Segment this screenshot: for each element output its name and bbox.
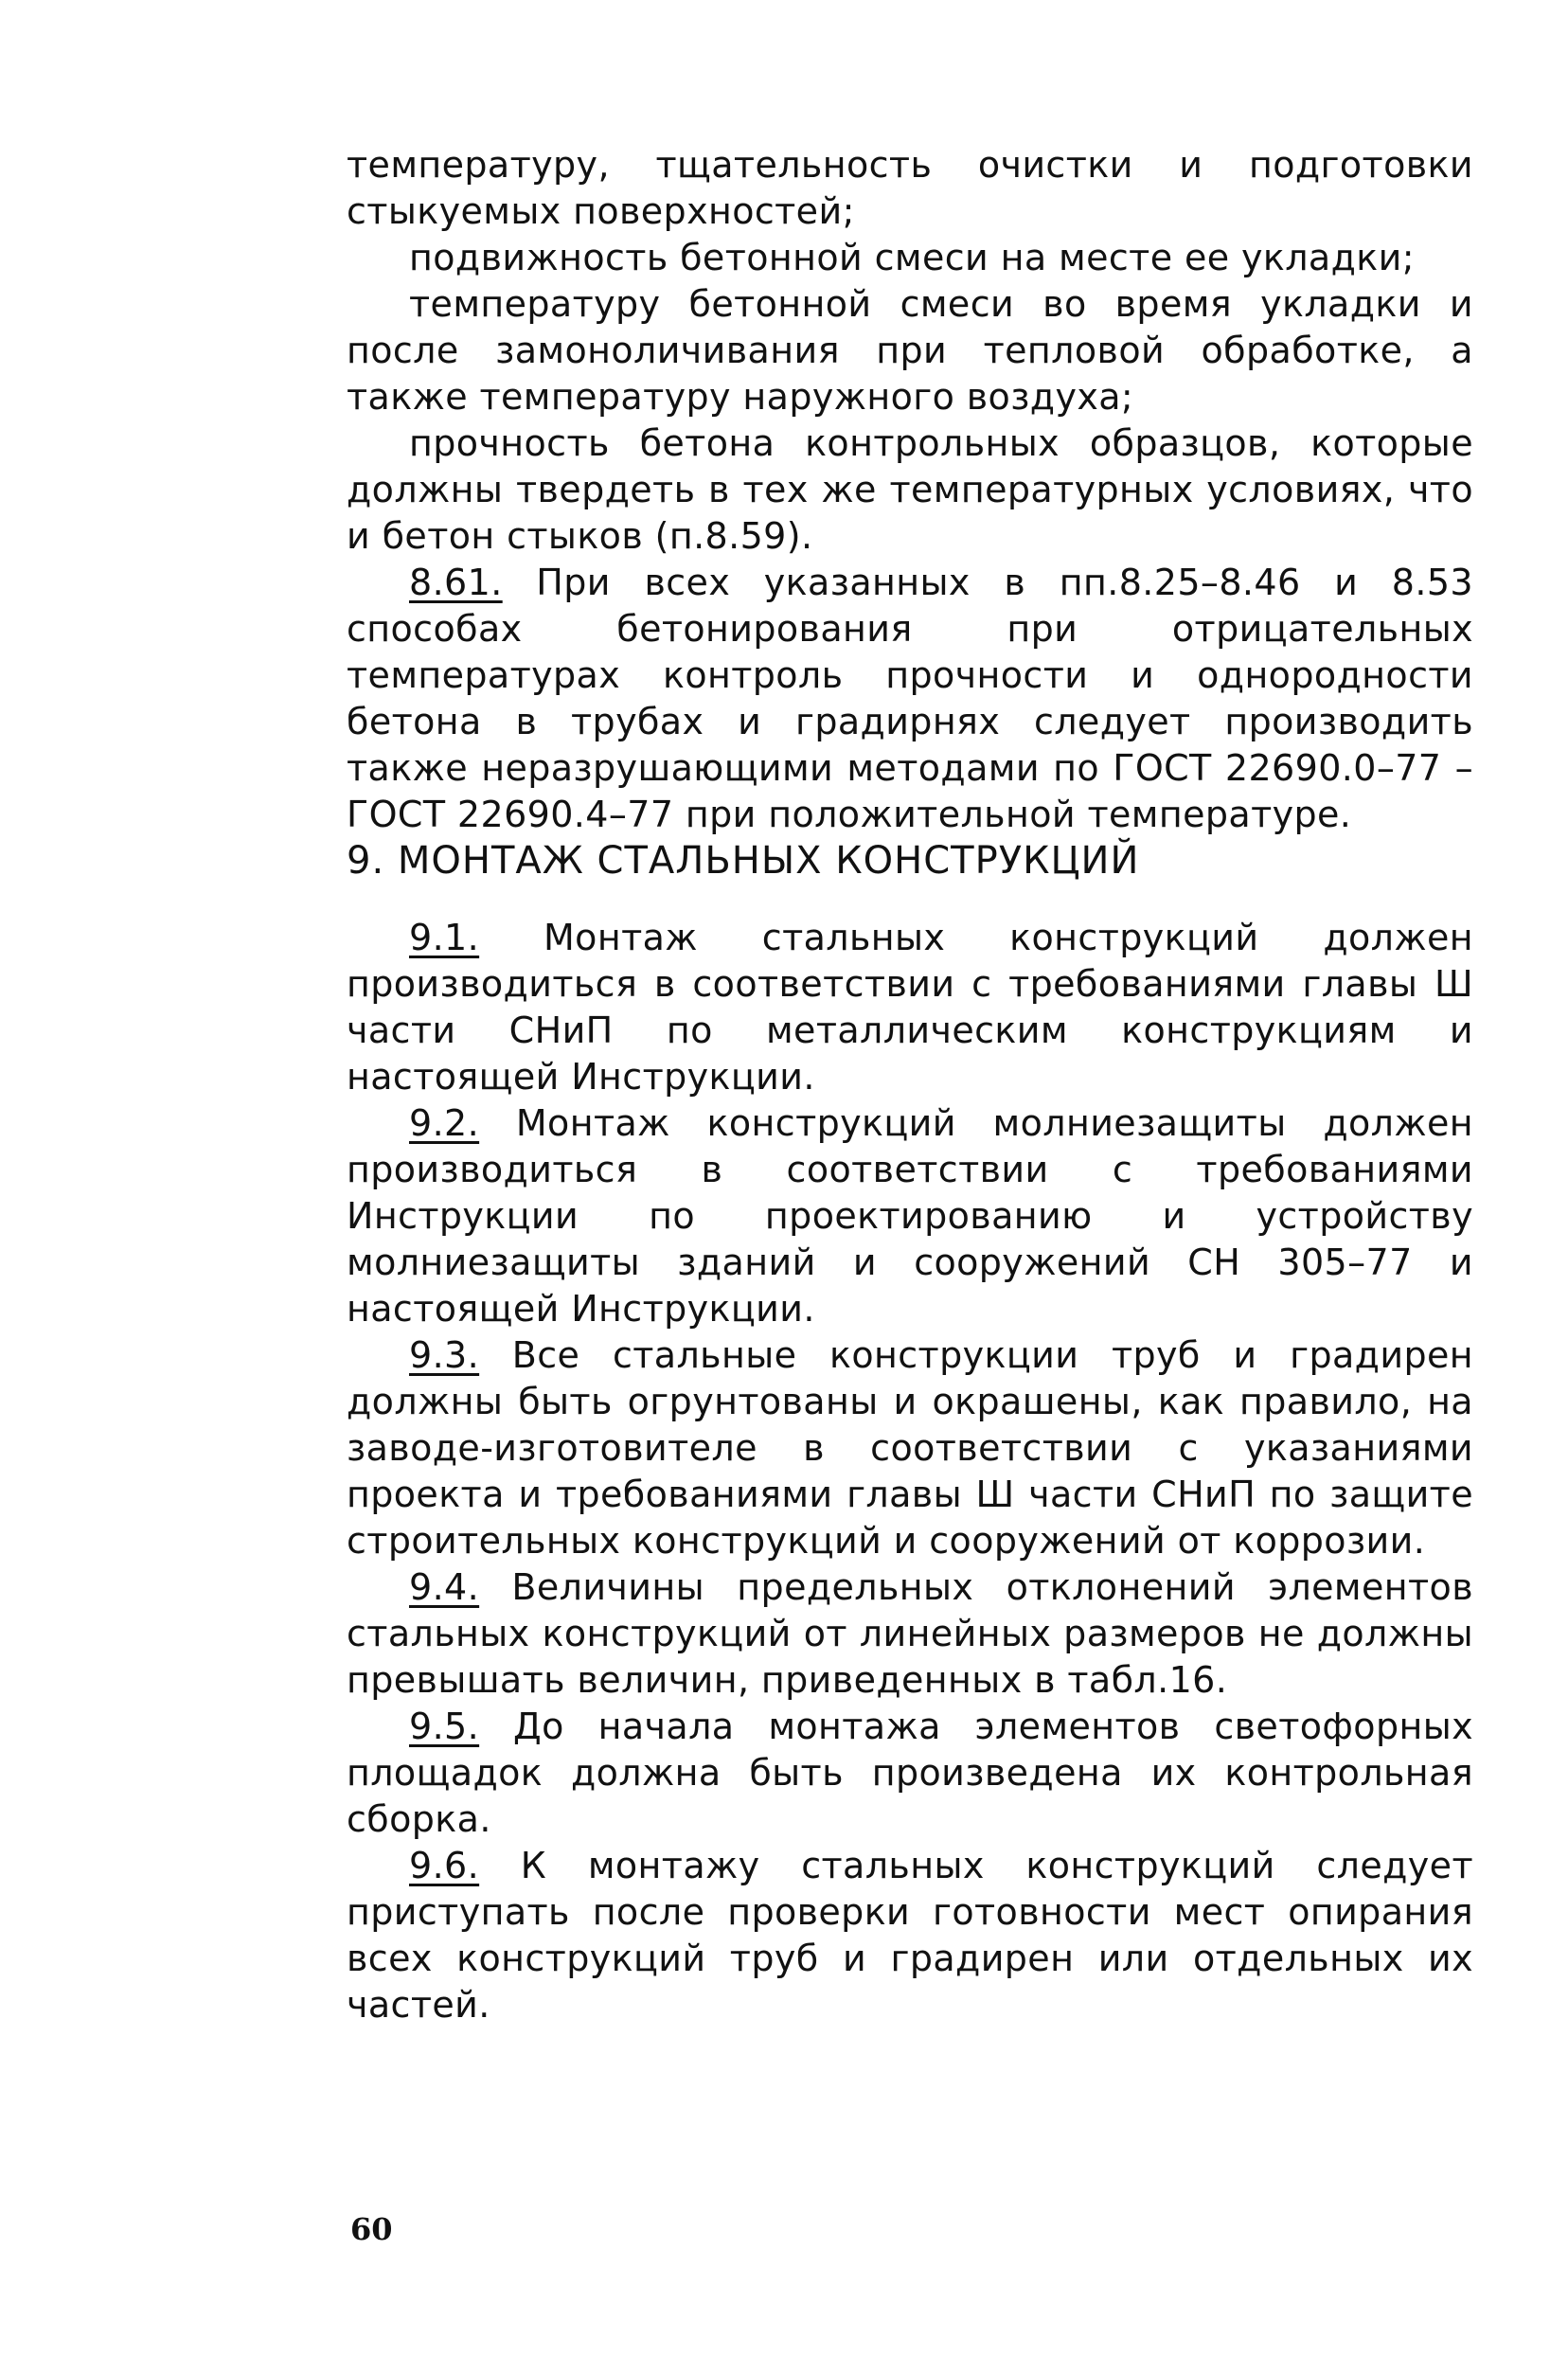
clause-number: 9.1. (409, 917, 480, 958)
paragraph-list-item-1: температуру, тщательность очистки и подготовки стыкуемых поверхностей; (347, 144, 1473, 232)
clause-text: Монтаж конструкций молниезащиты должен производиться в соответствии с требованиями Инструкции по проектированию и устройству молниезащиты зданий и сооружений СН 305–77 и настоящей Инструкции. (347, 1102, 1473, 1330)
clause-number: 9.2. (409, 1102, 480, 1144)
clause-text: Монтаж стальных конструкций должен производиться в соответствии с требованиями главы Ш части СНиП по металлическим конструкциям и настоящей Инструкции. (347, 917, 1473, 1098)
clause-number: 9.5. (409, 1706, 480, 1747)
clause-number: 9.3. (409, 1334, 480, 1376)
section-heading: 9. МОНТАЖ СТАЛЬНЫХ КОНСТРУКЦИЙ (347, 839, 1140, 883)
clause-9-5 (347, 1704, 1473, 1843)
clause-9-3 (347, 1332, 1473, 1564)
clause-number: 9.4. (409, 1566, 480, 1608)
paragraph-list-item-3: температуру бетонной смеси во время укладки и после замоноличивания при тепловой обработке, а также температуру наружного воздуха; (347, 283, 1473, 418)
clause-9-2 (347, 1100, 1473, 1332)
clause-text: К монтажу стальных конструкций следует приступать после проверки готовности мест опирания всех конструкций труб и градирен или отдельных их частей. (347, 1845, 1473, 2026)
clause-text: До начала монтажа элементов светофорных площадок должна быть произведена их контрольная сборка. (347, 1706, 1473, 1840)
clause-number: 8.61. (409, 562, 503, 603)
clause-text: Величины предельных отклонений элементов стальных конструкций от линейных размеров не должны превышать величин, приведенных в табл.16. (347, 1566, 1473, 1701)
paragraph-list-item-4: прочность бетона контрольных образцов, которые должны твердеть в тех же температурных условиях, что и бетон стыков (п.8.59). (347, 422, 1473, 557)
body-text (347, 142, 1473, 2028)
clause-9-4 (347, 1564, 1473, 1704)
clause-number: 9.6. (409, 1845, 480, 1886)
clause-8-61 (347, 560, 1473, 838)
clause-text: Все стальные конструкции труб и градирен должны быть огрунтованы и окрашены, как правило, на заводе-изготовителе в соответствии с указаниями проекта и требованиями главы Ш части СНиП по защите строительных конструкций и сооружений от коррозии. (347, 1334, 1473, 1562)
clause-9-6 (347, 1843, 1473, 2028)
clause-9-1 (347, 915, 1473, 1100)
paragraph-list-item-2: подвижность бетонной смеси на месте ее укладки; (409, 237, 1415, 278)
page-number: 60 (350, 2211, 393, 2247)
clause-text: При всех указанных в пп.8.25–8.46 и 8.53 способах бетонирования при отрицательных температурах контроль прочности и однородности бетона в трубах и градирнях следует производить также неразрушающими методами по ГОСТ 22690.0–77 – ГОСТ 22690.4–77 при положительной температуре. (347, 562, 1473, 835)
